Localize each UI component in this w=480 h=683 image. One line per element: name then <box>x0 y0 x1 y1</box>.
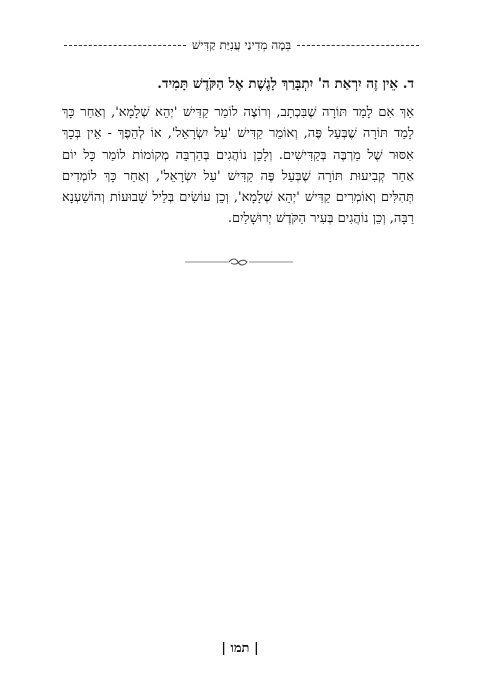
body-paragraph: אַךְ אִם לָמַד תּוֹרָה שֶׁבִּכְתָב, וְרוֹצֶה לוֹמַר קַדִּישׁ 'יְהֵא שְׁלָמָא', וְאַחַר כָּךְ לָמַד תּוֹרָה שֶׁבְּעַל פֶּה, וְאוֹמֵר קַדִּישׁ 'עַל יִשְׂרָאֵל', אוֹ לְהֵפֶךְ - אֵין בְּכָךְ אִסּוּר שֶׁל מַרְבֶּה בְּקַדִּישִׁים. וְלָכֵן נוֹהֲגִים בְּהַרְבֵּה מְקוֹמוֹת לוֹמַר כָּל יוֹם אַחַר קְבִיעוּת תּוֹרָה שֶׁבְּעַל פֶּה קַדִּישׁ 'עַל יִשְׂרָאֵל', וְאַחַר כָּךְ לוֹמְדִים תְּהִלִּים וְאוֹמְרִים קַדִּישׁ 'יְהֵא שְׁלָמָא', וְכֵן עוֹשִׂים בְּלֵיל שָׁבוּעוֹת וְהוֹשַׁעְנָא רַבָּה, וְכֵן נוֹהֲגִים בְּעִיר הַקֹּדֶשׁ יְרוּשָׁלַיִם. <box>62 105 414 227</box>
header-rule-right <box>297 45 419 46</box>
section-heading: ד. אֵין זֶה יִרְאַת ה' יִתְבָּרַךְ לָגֶשֶׁת אֶל הַקֹּדֶשׁ תָּמִיד. <box>157 76 414 92</box>
page-number: | תמו | <box>221 641 259 656</box>
running-header <box>64 34 419 56</box>
running-header-title: בְּמָה מְדִינַי עֲנִיַּת קַדִּישׁ <box>191 37 292 52</box>
header-rule-left <box>64 45 186 46</box>
flourish-divider-icon <box>183 255 295 269</box>
